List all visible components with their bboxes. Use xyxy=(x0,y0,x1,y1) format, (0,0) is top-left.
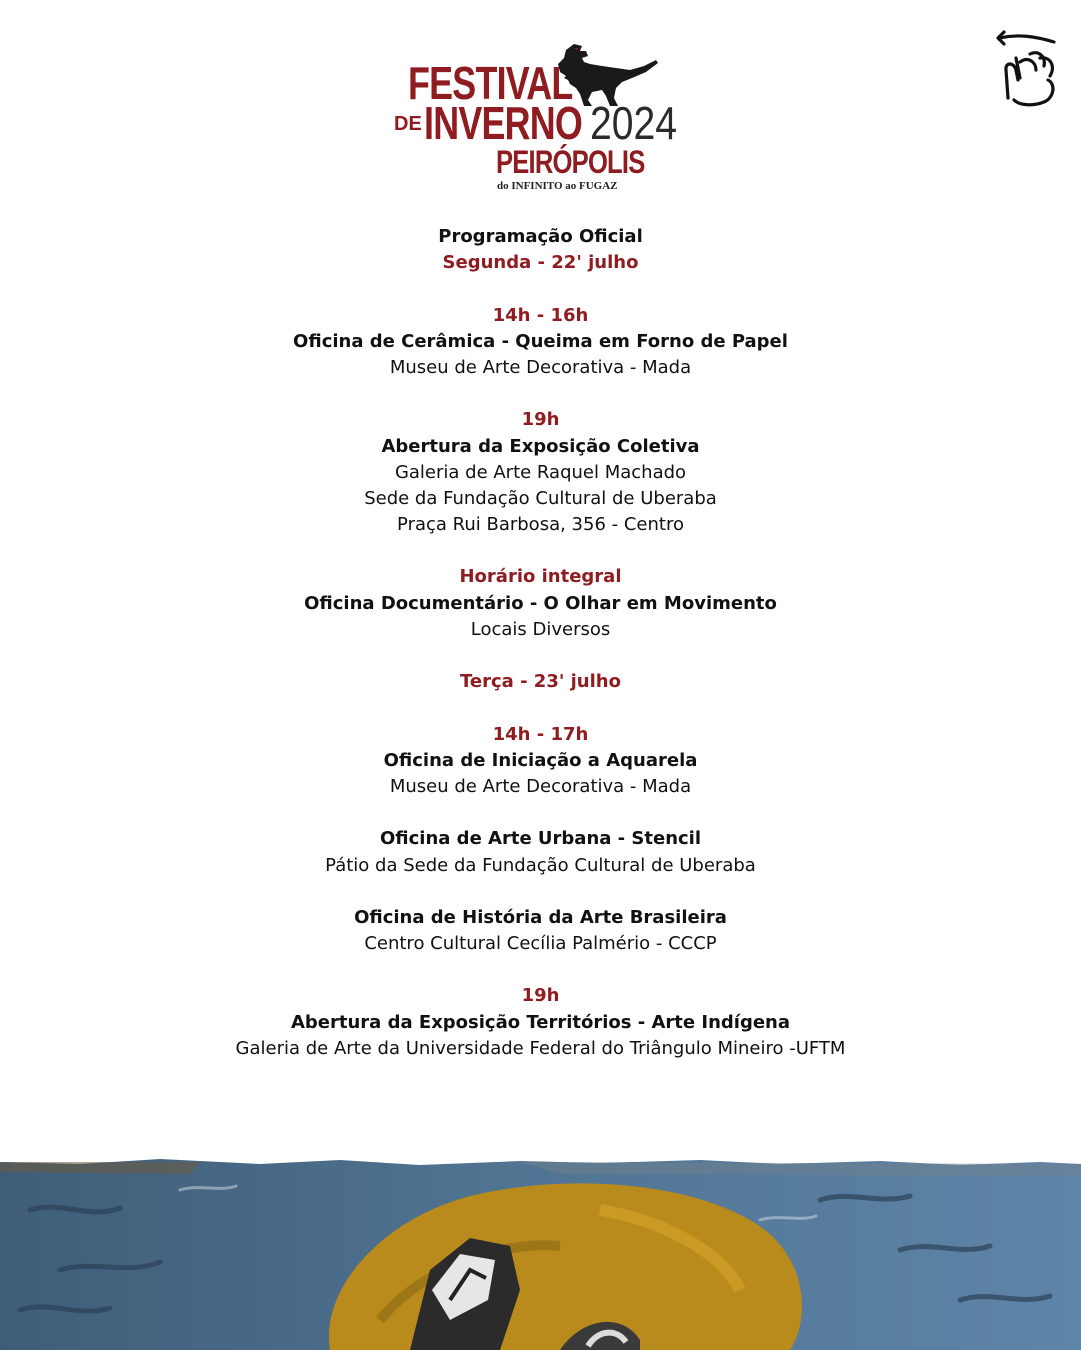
event-venue: Pátio da Sede da Fundação Cultural de Uberaba xyxy=(325,854,756,876)
event-title: Oficina de Cerâmica - Queima em Forno de Papel xyxy=(293,330,788,352)
event-venue: Museu de Arte Decorativa - Mada xyxy=(389,356,692,378)
painting-artwork xyxy=(0,1150,1081,1350)
logo-inverno: INVERNO xyxy=(424,97,583,149)
event-venue: Museu de Arte Decorativa - Mada xyxy=(389,775,692,797)
day-label: Segunda - 22' julho xyxy=(442,252,639,274)
logo-tagline: do INFINITO ao FUGAZ xyxy=(497,180,618,192)
program-schedule xyxy=(0,224,1081,1062)
event-time: 14h - 17h xyxy=(492,723,589,745)
event-venue: Centro Cultural Cecília Palmério - CCCP xyxy=(364,933,717,955)
event-title: Abertura da Exposição Territórios - Arte Indígena xyxy=(290,1011,791,1033)
event-venue: Galeria de Arte Raquel Machado xyxy=(394,461,687,483)
event-title: Oficina de Iniciação a Aquarela xyxy=(383,749,698,771)
event-title: Oficina Documentário - O Olhar em Movimento xyxy=(304,592,777,614)
event-venue: Locais Diversos xyxy=(470,618,611,640)
event-title: Oficina de História da Arte Brasileira xyxy=(354,906,727,928)
logo-year: 2024 xyxy=(590,97,677,149)
logo-de: DE xyxy=(394,113,422,135)
event-address: Praça Rui Barbosa, 356 - Centro xyxy=(397,514,684,536)
event-venue: Sede da Fundação Cultural de Uberaba xyxy=(364,487,717,509)
festival-logo xyxy=(380,40,710,200)
event-time: 19h xyxy=(521,409,560,431)
event-time: 14h - 16h xyxy=(492,304,589,326)
event-title: Oficina de Arte Urbana - Stencil xyxy=(379,828,702,850)
logo-city: PEIRÓPOLIS xyxy=(496,144,645,180)
event-time: 19h xyxy=(521,985,560,1007)
event-time: Horário integral xyxy=(459,566,622,588)
logo-festival: FESTIVAL xyxy=(408,57,573,109)
event-title: Abertura da Exposição Coletiva xyxy=(381,435,700,457)
day-label: Terça - 23' julho xyxy=(460,671,621,693)
swipe-icon xyxy=(994,18,1064,110)
event-venue: Galeria de Arte da Universidade Federal do Triângulo Mineiro -UFTM xyxy=(235,1037,846,1059)
program-heading: Programação Oficial xyxy=(438,226,643,247)
